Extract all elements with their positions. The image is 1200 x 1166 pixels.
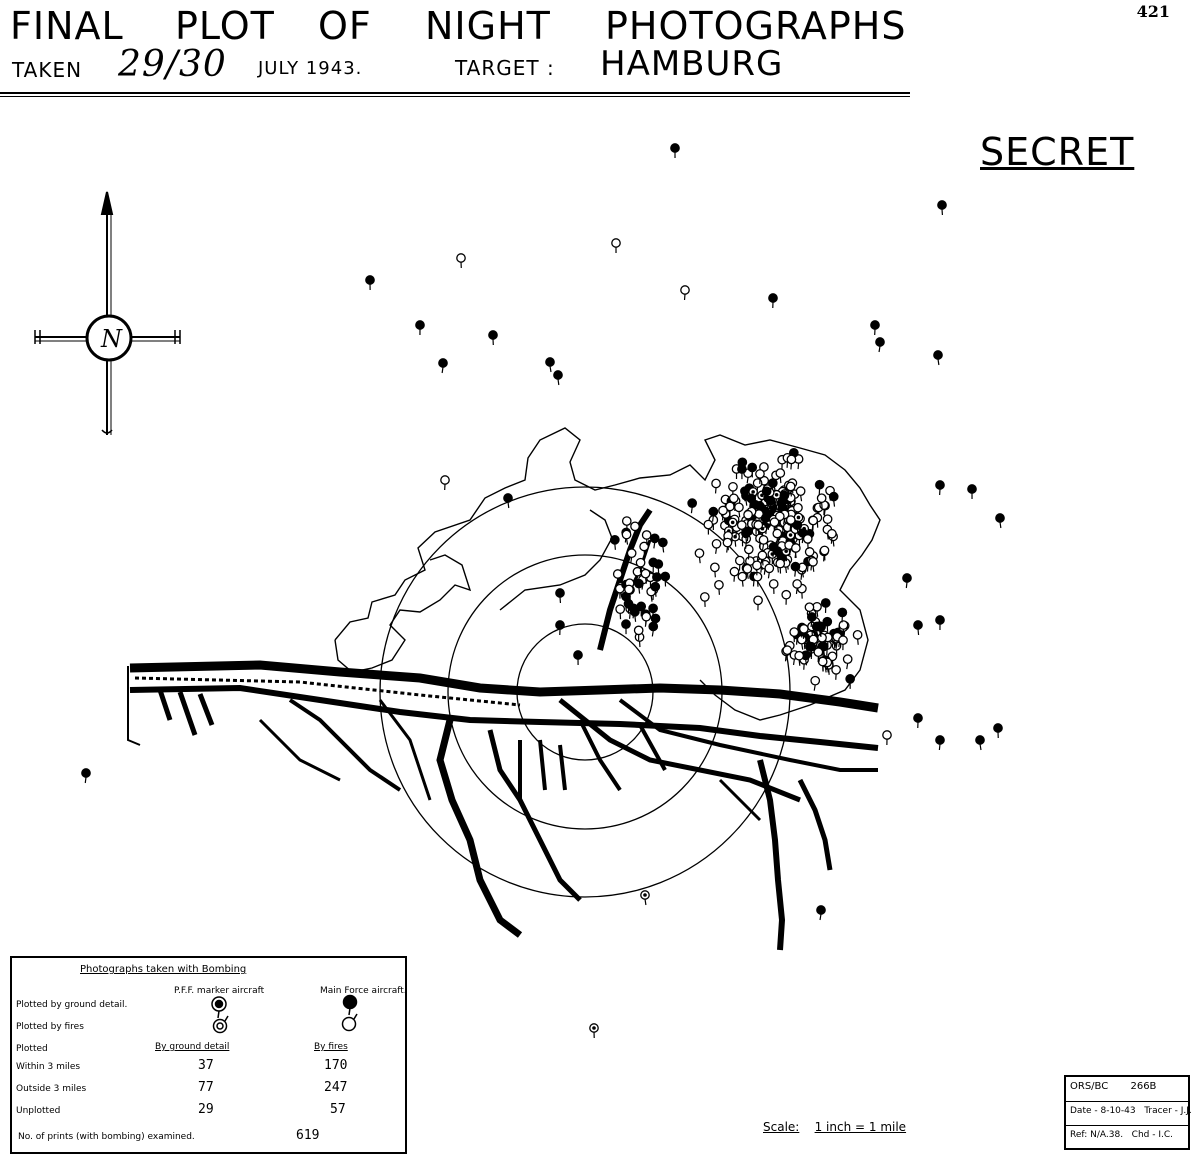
fire-marker bbox=[616, 605, 624, 619]
fire-marker bbox=[723, 538, 731, 552]
main-force-marker bbox=[439, 359, 447, 373]
fire-marker bbox=[811, 676, 819, 690]
main-force-marker bbox=[936, 736, 944, 750]
title-word-of: OF bbox=[318, 4, 372, 48]
ref-checked: Chd - I.C. bbox=[1131, 1130, 1174, 1140]
main-force-marker bbox=[671, 144, 679, 158]
ref-ors-row bbox=[1070, 1081, 1156, 1092]
ors-label: ORS/BC bbox=[1070, 1081, 1109, 1092]
legend-row-unplotted-label: Unplotted bbox=[16, 1106, 61, 1116]
pff-ground-symbol bbox=[212, 997, 226, 1018]
legend-col-by-ground: By ground detail bbox=[155, 1042, 230, 1052]
fire-marker bbox=[441, 476, 449, 490]
target-label: TARGET : bbox=[455, 56, 555, 80]
pff-marker bbox=[590, 1024, 598, 1038]
fire-marker bbox=[612, 239, 620, 253]
main-force-marker bbox=[936, 616, 944, 630]
fire-marker bbox=[730, 567, 738, 581]
fire-marker bbox=[711, 563, 719, 577]
fire-marker bbox=[883, 731, 891, 745]
main-force-marker bbox=[903, 574, 911, 588]
outside-ground-value: 77 bbox=[198, 1080, 214, 1095]
title-word-plot: PLOT bbox=[175, 4, 275, 48]
unplotted-ground-value: 29 bbox=[198, 1102, 214, 1117]
legend-row-ground: Plotted by ground detail. bbox=[16, 1000, 128, 1010]
main-force-marker bbox=[574, 651, 582, 665]
legend-row-within-label: Within 3 miles bbox=[16, 1062, 81, 1072]
fire-marker bbox=[704, 520, 712, 534]
main-force-marker bbox=[504, 494, 512, 508]
main-force-marker bbox=[659, 538, 667, 552]
legend-col-pff: P.F.F. marker aircraft bbox=[174, 986, 265, 996]
fire-marker bbox=[804, 535, 812, 549]
main-force-marker bbox=[554, 371, 562, 385]
fire-marker bbox=[754, 596, 762, 610]
main-force-marker bbox=[611, 536, 619, 550]
map-markers bbox=[82, 144, 1004, 1038]
fire-marker bbox=[843, 655, 851, 669]
legend-row-outside-label: Outside 3 miles bbox=[16, 1084, 87, 1094]
fire-marker bbox=[681, 286, 689, 300]
main-force-marker bbox=[976, 736, 984, 750]
main-force-marker bbox=[815, 481, 823, 495]
main-force-marker bbox=[622, 620, 630, 634]
main-force-marker bbox=[822, 599, 830, 613]
main-force-marker bbox=[934, 351, 942, 365]
pff-marker bbox=[641, 891, 649, 905]
pff-fires-symbol bbox=[214, 1016, 229, 1033]
main-force-marker bbox=[914, 714, 922, 728]
map-scale bbox=[763, 1120, 906, 1134]
fire-marker bbox=[792, 544, 800, 558]
fire-marker bbox=[753, 573, 761, 587]
main-force-marker bbox=[838, 608, 846, 622]
month-year: JULY 1943. bbox=[258, 58, 363, 79]
raid-date: 29/30 bbox=[118, 44, 227, 85]
legend-col-by-fires: By fires bbox=[314, 1042, 348, 1052]
outside-fires-value: 247 bbox=[324, 1080, 348, 1095]
fire-marker bbox=[712, 540, 720, 554]
main-force-marker bbox=[556, 621, 564, 635]
main-force-marker bbox=[688, 499, 696, 513]
main-ground-symbol bbox=[344, 996, 357, 1016]
classification-stamp: SECRET bbox=[980, 130, 1135, 174]
title-word-night: NIGHT bbox=[425, 4, 551, 48]
fire-marker bbox=[712, 479, 720, 493]
legend-row-plotted: Plotted bbox=[16, 1044, 48, 1054]
main-force-marker bbox=[366, 276, 374, 290]
fire-marker bbox=[776, 559, 784, 573]
fire-marker bbox=[809, 558, 817, 572]
ref-number: Ref: N/A.38. bbox=[1070, 1130, 1124, 1140]
main-force-marker bbox=[489, 331, 497, 345]
main-force-marker bbox=[635, 579, 643, 593]
legend-col-main: Main Force aircraft. bbox=[320, 986, 407, 996]
main-force-marker bbox=[938, 201, 946, 215]
reference-box bbox=[1064, 1075, 1190, 1150]
main-fires-symbol bbox=[343, 1014, 358, 1031]
main-force-marker bbox=[651, 534, 659, 548]
examined-value: 619 bbox=[296, 1128, 320, 1143]
main-force-marker bbox=[876, 338, 884, 352]
main-force-marker bbox=[769, 294, 777, 308]
fire-marker bbox=[776, 469, 784, 483]
legend-symbols bbox=[12, 958, 409, 1156]
main-force-marker bbox=[82, 769, 90, 783]
fire-marker bbox=[853, 631, 861, 645]
main-force-marker bbox=[546, 358, 554, 372]
legend-title: Photographs taken with Bombing bbox=[80, 964, 247, 975]
legend-box bbox=[10, 956, 407, 1154]
fire-marker bbox=[796, 487, 804, 501]
compass-rose bbox=[35, 192, 180, 435]
main-force-marker bbox=[968, 485, 976, 499]
scale-value: 1 inch = 1 mile bbox=[814, 1120, 907, 1134]
river-elbe bbox=[128, 510, 878, 950]
main-force-marker bbox=[416, 321, 424, 335]
main-force-marker bbox=[994, 724, 1002, 738]
main-force-marker bbox=[661, 572, 669, 586]
fire-marker bbox=[457, 254, 465, 268]
ref-divider-1 bbox=[1066, 1101, 1188, 1102]
ref-tracer: Tracer - J.J. bbox=[1144, 1106, 1192, 1116]
title-word-photographs: PHOTOGRAPHS bbox=[605, 4, 907, 48]
fire-marker bbox=[765, 564, 773, 578]
legend-examined-label: No. of prints (with bombing) examined. bbox=[18, 1132, 195, 1142]
main-force-marker bbox=[830, 492, 838, 506]
within-fires-value: 170 bbox=[324, 1058, 348, 1073]
fire-marker bbox=[695, 549, 703, 563]
main-force-marker bbox=[936, 481, 944, 495]
title-word-final: FINAL bbox=[10, 4, 124, 48]
main-force-marker bbox=[556, 589, 564, 603]
fire-marker bbox=[787, 455, 795, 469]
main-force-marker bbox=[871, 321, 879, 335]
within-ground-value: 37 bbox=[198, 1058, 214, 1073]
main-force-marker bbox=[649, 622, 657, 636]
legend-row-fires: Plotted by fires bbox=[16, 1022, 84, 1032]
ref-ref-row bbox=[1070, 1130, 1173, 1140]
ref-divider-2 bbox=[1066, 1125, 1188, 1126]
unplotted-fires-value: 57 bbox=[330, 1102, 346, 1117]
main-force-marker bbox=[996, 514, 1004, 528]
fire-marker bbox=[701, 593, 709, 607]
fire-marker bbox=[770, 580, 778, 594]
fire-marker bbox=[622, 530, 630, 544]
main-force-marker bbox=[649, 558, 657, 572]
fire-marker bbox=[820, 546, 828, 560]
page-number: 421 bbox=[1136, 2, 1170, 21]
fire-marker bbox=[809, 516, 817, 530]
scale-label: Scale: bbox=[763, 1120, 800, 1134]
fire-marker bbox=[715, 581, 723, 595]
ors-number: 266B bbox=[1130, 1081, 1157, 1092]
main-force-marker bbox=[738, 465, 746, 479]
fire-marker bbox=[782, 591, 790, 605]
main-force-marker bbox=[791, 562, 799, 576]
taken-label: TAKEN bbox=[12, 58, 83, 82]
fire-marker bbox=[832, 666, 840, 680]
target-name: HAMBURG bbox=[600, 44, 784, 84]
fire-marker bbox=[828, 530, 836, 544]
main-force-marker bbox=[914, 621, 922, 635]
compass-north-label: N bbox=[101, 325, 122, 353]
ref-date: Date - 8-10-43 bbox=[1070, 1106, 1136, 1116]
ref-date-row bbox=[1070, 1106, 1192, 1116]
fire-marker bbox=[783, 646, 791, 660]
main-force-marker bbox=[817, 906, 825, 920]
fire-marker bbox=[738, 572, 746, 586]
